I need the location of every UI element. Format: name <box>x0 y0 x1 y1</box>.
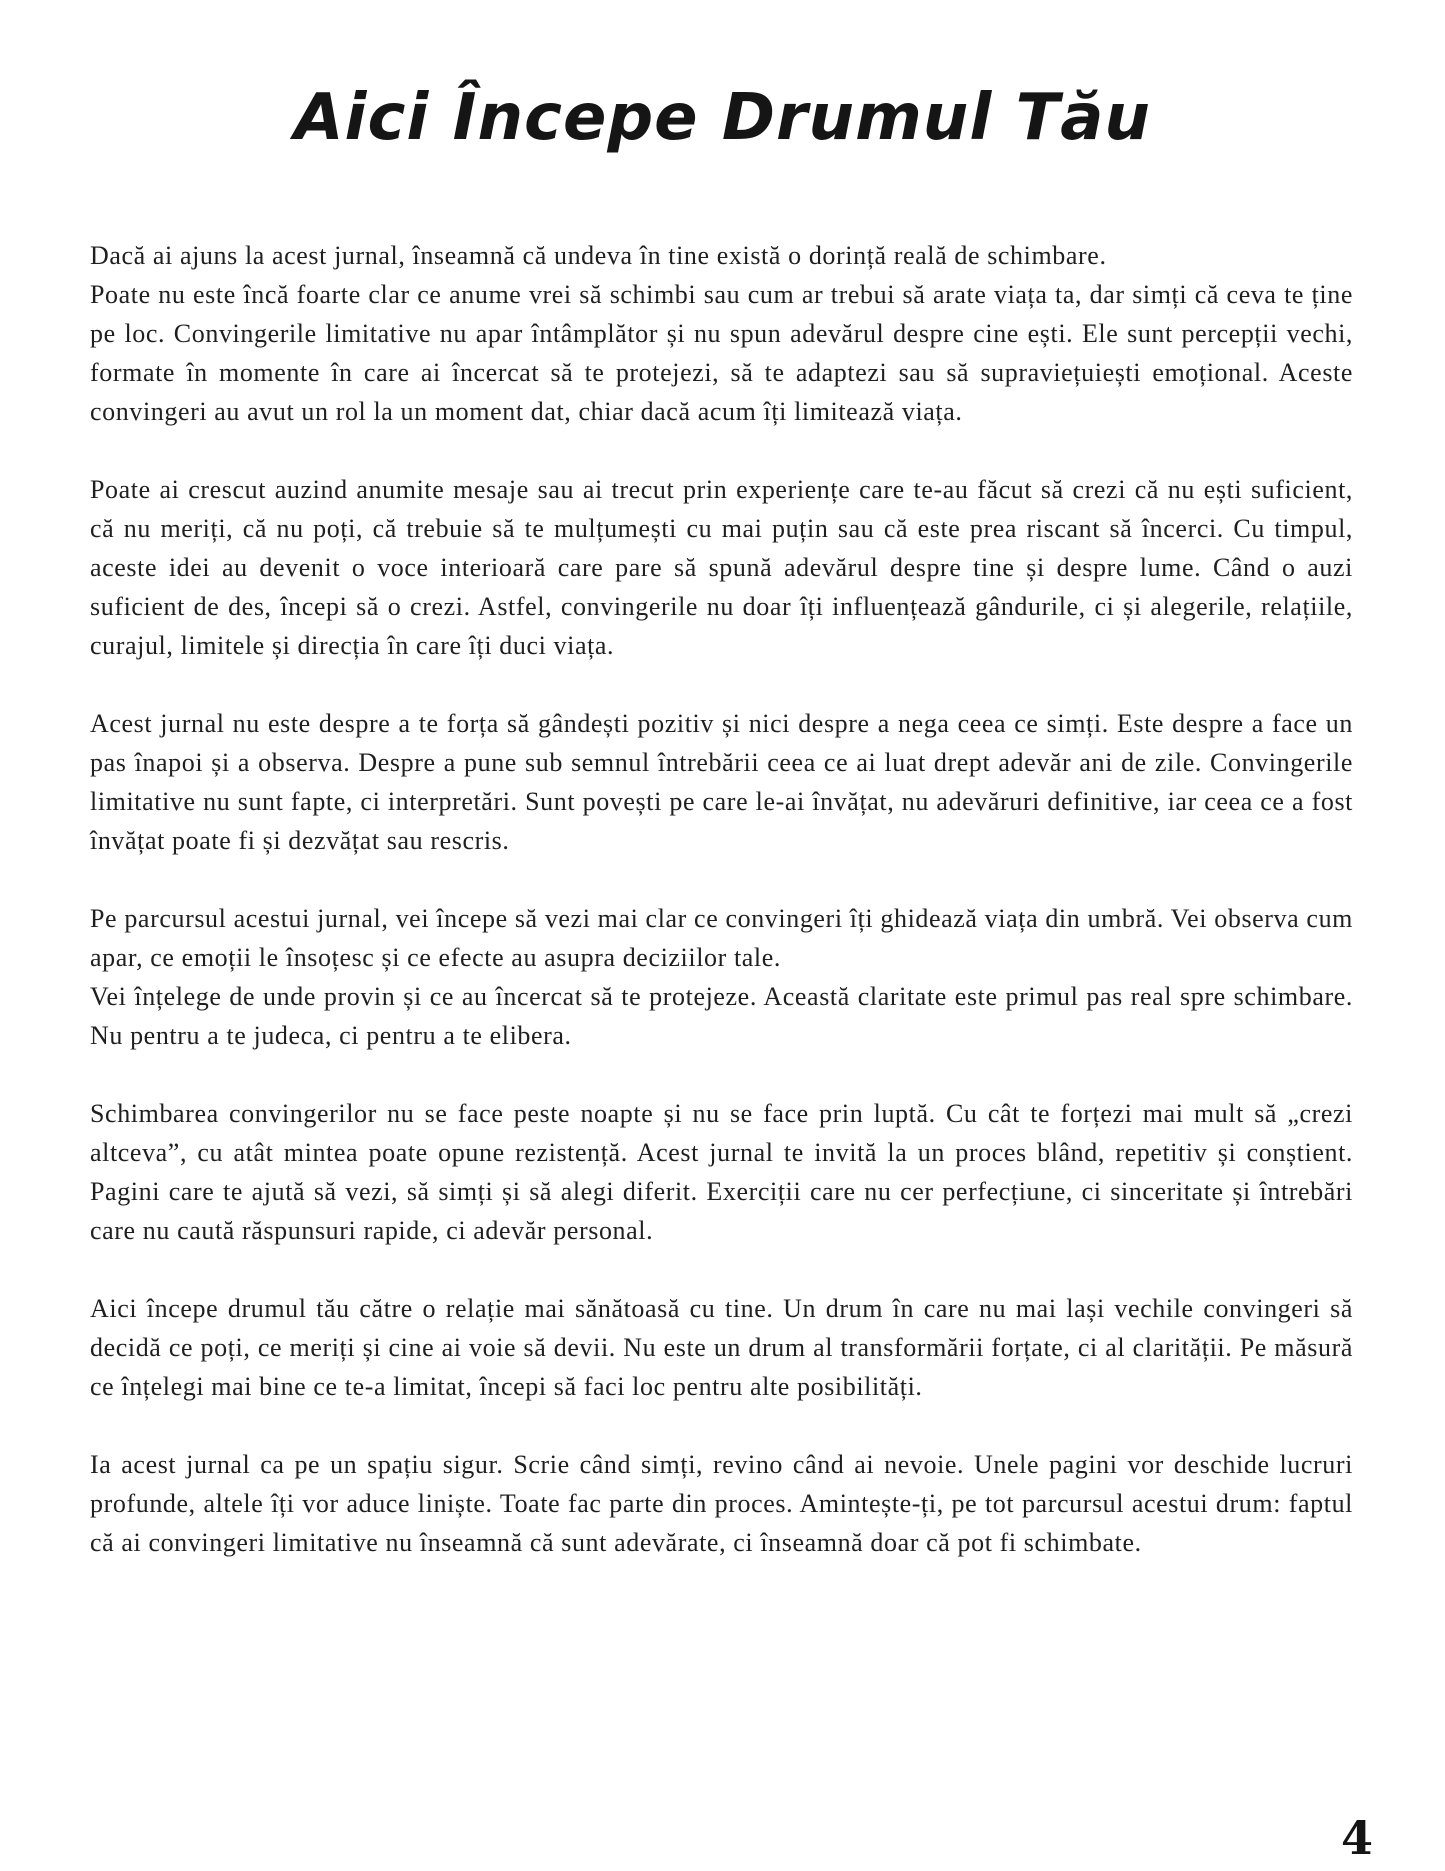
paragraph-line: Poate nu este încă foarte clar ce anume vrei să schimbi sau cum ar trebui să arate viața ta, dar simți că ceva te ține pe loc. Convingerile limitative nu apar întâmplător și nu spun adevărul despre cine ești. Ele sunt percepții vechi, formate în momente în care ai încercat să te protejezi, să te adaptezi sau să supraviețuiești emoțional. Aceste convingeri au avut un rol la un moment dat, chiar dacă acum îți limitează viața. <box>90 280 1353 426</box>
paragraph-3 <box>90 704 1353 860</box>
page-number: 4 <box>1340 1811 1373 1865</box>
body-text <box>90 236 1353 1601</box>
paragraph-7 <box>90 1445 1353 1562</box>
paragraph-line: Ia acest jurnal ca pe un spațiu sigur. Scrie când simți, revino când ai nevoie. Unele pagini vor deschide lucruri profunde, altele îți vor aduce liniște. Toate fac parte din proces. Amintește-ți, pe tot parcursul acestui drum: faptul că ai convingeri limitative nu înseamnă că sunt adevărate, ci înseamnă doar că pot fi schimbate. <box>90 1450 1353 1557</box>
paragraph-2 <box>90 470 1353 665</box>
paragraph-1 <box>90 236 1353 431</box>
paragraph-line: Schimbarea convingerilor nu se face peste noapte și nu se face prin luptă. Cu cât te forțezi mai mult să „crezi altceva”, cu atât mintea poate opune rezistență. Acest jurnal te invită la un proces blând, repetitiv și conștient. Pagini care te ajută să vezi, să simți și să alegi diferit. Exerciții care nu cer perfecțiune, ci sinceritate și întrebări care nu caută răspunsuri rapide, ci adevăr personal. <box>90 1099 1353 1245</box>
paragraph-line: Vei înțelege de unde provin și ce au încercat să te protejeze. Această claritate este primul pas real spre schimbare. Nu pentru a te judeca, ci pentru a te elibera. <box>90 982 1353 1050</box>
paragraph-line: Poate ai crescut auzind anumite mesaje sau ai trecut prin experiențe care te-au făcut să crezi că nu ești suficient, că nu meriți, că nu poți, că trebuie să te mulțumești cu mai puțin sau că este prea riscant să încerci. Cu timpul, aceste idei au devenit o voce interioară care pare să spună adevărul despre tine și despre lume. Când o auzi suficient de des, începi să o crezi. Astfel, convingerile nu doar îți influențează gândurile, ci și alegerile, relațiile, curajul, limitele și direcția în care îți duci viața. <box>90 475 1353 660</box>
paragraph-4 <box>90 899 1353 1055</box>
paragraph-line: Pe parcursul acestui jurnal, vei începe să vezi mai clar ce convingeri îți ghidează viața din umbră. Vei observa cum apar, ce emoții le însoțesc și ce efecte au asupra deciziilor tale. <box>90 904 1353 972</box>
page-title: Aici Începe Drumul Tău <box>294 81 1151 155</box>
paragraph-6 <box>90 1289 1353 1406</box>
paragraph-line: Acest jurnal nu este despre a te forța să gândești pozitiv și nici despre a nega ceea ce simți. Este despre a face un pas înapoi și a observa. Despre a pune sub semnul întrebării ceea ce ai luat drept adevăr ani de zile. Convingerile limitative nu sunt fapte, ci interpretări. Sunt povești pe care le-ai învățat, nu adevăruri definitive, iar ceea ce a fost învățat poate fi și dezvățat sau rescris. <box>90 709 1353 855</box>
paragraph-line: Dacă ai ajuns la acest jurnal, înseamnă că undeva în tine există o dorință reală de schimbare. <box>90 241 1107 270</box>
paragraph-5 <box>90 1094 1353 1250</box>
paragraph-line: Aici începe drumul tău către o relație mai sănătoasă cu tine. Un drum în care nu mai lași vechile convingeri să decidă ce poți, ce meriți și cine ai voie să devii. Nu este un drum al transformării forțate, ci al clarității. Pe măsură ce înțelegi mai bine ce te-a limitat, începi să faci loc pentru alte posibilități. <box>90 1294 1353 1401</box>
